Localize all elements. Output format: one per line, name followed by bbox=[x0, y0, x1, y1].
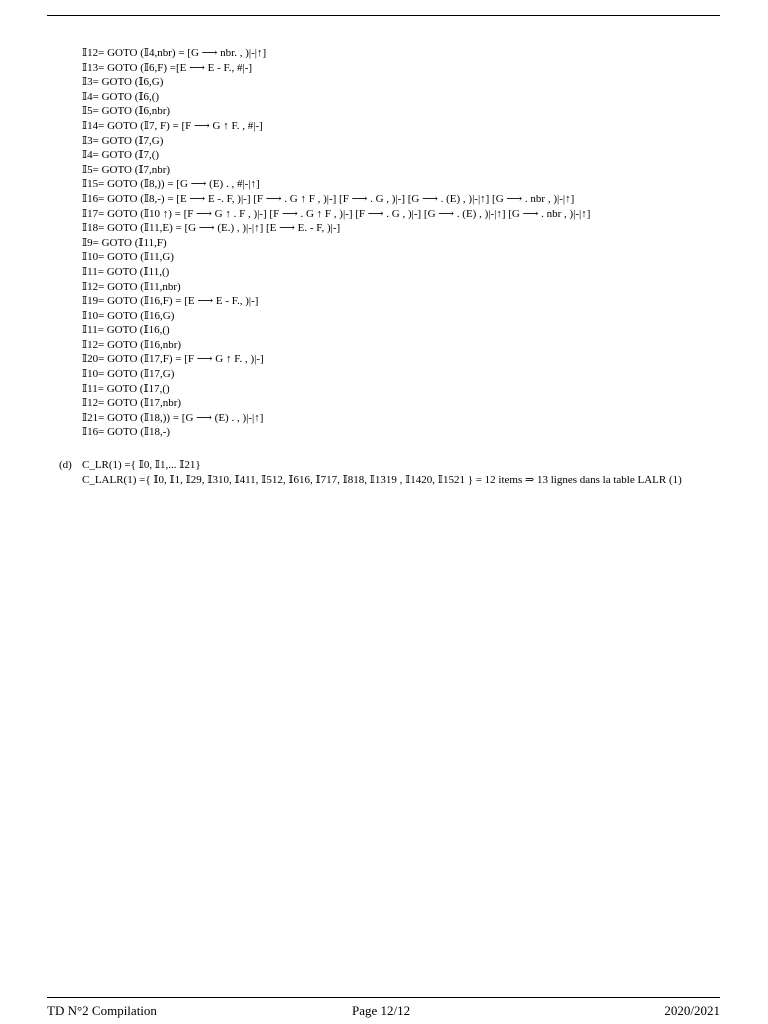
goto-line: 𝕀9= GOTO (𝕀11,F) bbox=[82, 236, 167, 249]
goto-line: 𝕀3= GOTO (𝕀7,G) bbox=[82, 134, 164, 147]
goto-line: 𝕀5= GOTO (𝕀6,nbr) bbox=[82, 105, 171, 118]
goto-line: 𝕀12= GOTO (𝕀4,nbr) = [G ⟶ nbr. , )|-|↑] bbox=[82, 47, 267, 59]
goto-line: 𝕀10= GOTO (𝕀17,G) bbox=[82, 368, 175, 381]
goto-line: 𝕀11= GOTO (𝕀17,() bbox=[82, 382, 170, 395]
goto-line: 𝕀5= GOTO (𝕀7,nbr) bbox=[82, 163, 171, 176]
goto-line: 𝕀20= GOTO (𝕀17,F) = [F ⟶ G ↑ F. , )|-] bbox=[82, 353, 264, 366]
goto-line: 𝕀14= GOTO (𝕀7, F) = [F ⟶ G ↑ F. , #|-] bbox=[82, 119, 263, 132]
goto-line: 𝕀18= GOTO (𝕀11,E) = [G ⟶ (E.) , )|-|↑] [E ⟶ E. - F, )|-] bbox=[82, 222, 341, 235]
goto-line: 𝕀15= GOTO (𝕀8,)) = [G ⟶ (E) . , #|-|↑] bbox=[82, 178, 260, 191]
footer-rule bbox=[47, 997, 720, 998]
goto-line: 𝕀3= GOTO (𝕀6,G) bbox=[82, 76, 164, 89]
footer-page-number: Page 12/12 bbox=[352, 1003, 411, 1018]
goto-line: 𝕀16= GOTO (𝕀18,-) bbox=[82, 426, 171, 439]
goto-line: 𝕀16= GOTO (𝕀8,-) = [E ⟶ E -. F, )|-] [F ⟶ . G ↑ F , )|-] [F ⟶ . G , )|-] [G ⟶ . (E) , )|-|↑] [G ⟶ . nbr , )|-|↑] bbox=[82, 192, 575, 205]
goto-line: 𝕀19= GOTO (𝕀16,F) = [E ⟶ E - F., )|-] bbox=[82, 295, 259, 308]
goto-line: 𝕀21= GOTO (𝕀18,)) = [G ⟶ (E) . , )|-|↑] bbox=[82, 411, 264, 424]
goto-line: 𝕀12= GOTO (𝕀17,nbr) bbox=[82, 397, 182, 410]
goto-line: 𝕀11= GOTO (𝕀16,() bbox=[82, 324, 170, 337]
clr1-set: C_LR(1) ={ 𝕀0, 𝕀1,... 𝕀21} bbox=[82, 459, 201, 471]
goto-line: 𝕀10= GOTO (𝕀16,G) bbox=[82, 309, 175, 322]
header-rule bbox=[47, 15, 720, 16]
footer-course: TD N°2 Compilation bbox=[47, 1003, 157, 1018]
goto-line: 𝕀10= GOTO (𝕀11,G) bbox=[82, 251, 174, 264]
goto-line: 𝕀13= GOTO (𝕀6,F) =[E ⟶ E - F., #|-] bbox=[82, 61, 253, 74]
footer-year: 2020/2021 bbox=[664, 1003, 720, 1018]
goto-line: 𝕀17= GOTO (𝕀10 ↑) = [F ⟶ G ↑ . F , )|-] [F ⟶ . G ↑ F , )|-] [F ⟶ . G , )|-] [G ⟶ . (E) , )|-|↑] [G ⟶ . nbr , )|-|↑] bbox=[82, 207, 591, 220]
goto-transitions bbox=[82, 46, 732, 440]
goto-line: 𝕀4= GOTO (𝕀7,() bbox=[82, 149, 160, 162]
part-label: (d) bbox=[59, 459, 72, 471]
clalr1-set: C_LALR(1) ={ 𝕀0, 𝕀1, 𝕀29, 𝕀310, 𝕀411, 𝕀512, 𝕀616, 𝕀717, 𝕀818, 𝕀1319 , 𝕀1420, 𝕀1521 } = 12 items ⇒ 13 lignes dans la table LALR (1) bbox=[82, 474, 682, 486]
goto-line: 𝕀11= GOTO (𝕀11,() bbox=[82, 265, 170, 278]
goto-line: 𝕀12= GOTO (𝕀16,nbr) bbox=[82, 338, 182, 351]
goto-line: 𝕀4= GOTO (𝕀6,() bbox=[82, 90, 160, 103]
goto-line: 𝕀12= GOTO (𝕀11,nbr) bbox=[82, 280, 181, 293]
